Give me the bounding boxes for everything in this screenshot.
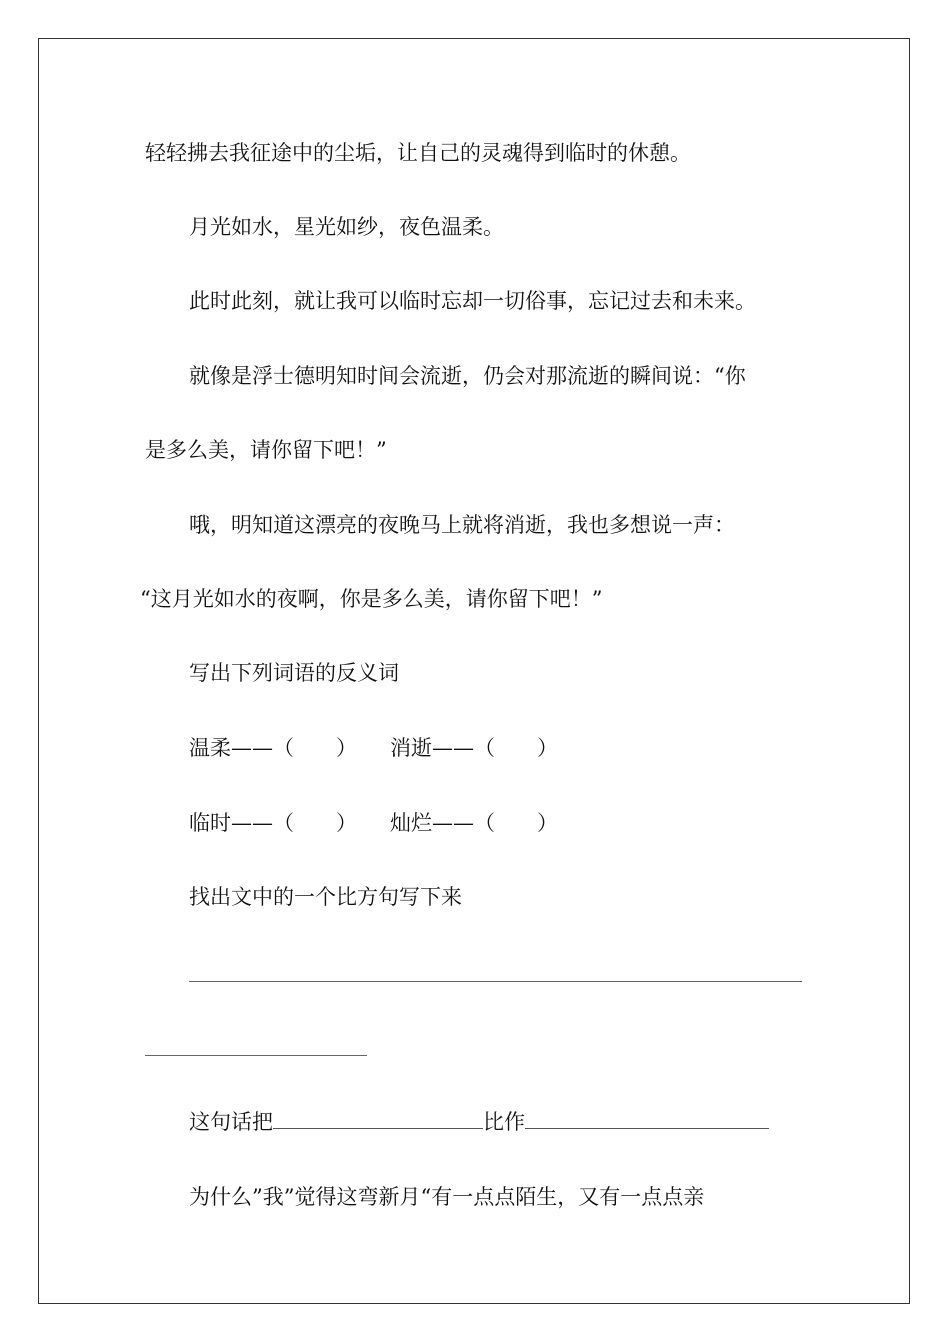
paragraph-5-continued: “这月光如水的夜啊，你是多么美，请你留下吧！” [140,587,603,611]
paragraph-4: 就像是浮士德明知时间会流逝，仍会对那流逝的瞬间说：“你 [189,364,746,388]
simile-text-part1: 这句话把 [189,1110,273,1134]
paragraph-2: 月光如水，星光如纱，夜色温柔。 [189,215,504,239]
answer-line-1[interactable] [189,981,802,982]
question-antonyms-prompt: 写出下列词语的反义词 [189,661,399,685]
question-why-prompt: 为什么”我”觉得这弯新月“有一点点陌生，又有一点点亲 [189,1185,705,1209]
antonym-item-linshi: 临时——（ ） [189,811,357,835]
paragraph-3: 此时此刻，就让我可以临时忘却一切俗事，忘记过去和未来。 [189,289,756,313]
antonym-row-2 [189,808,558,838]
paragraph-5: 哦，明知道这漂亮的夜晚马上就将消逝，我也多想说一声： [189,513,735,537]
simile-blank-1[interactable] [273,1110,483,1129]
answer-line-2[interactable] [145,1055,367,1056]
paragraph-4-continued: 是多么美，请你留下吧！” [145,438,387,462]
paragraph-1: 轻轻拂去我征途中的尘垢，让自己的灵魂得到临时的休憩。 [145,141,691,165]
question-simile-analysis [189,1107,769,1137]
simile-blank-2[interactable] [525,1110,769,1129]
antonym-row-1 [189,733,558,763]
question-simile-prompt: 找出文中的一个比方句写下来 [189,885,462,909]
antonym-item-xiaoshi: 消逝——（ ） [390,736,558,760]
antonym-item-canlan: 灿烂——（ ） [390,811,558,835]
antonym-item-wenrou: 温柔——（ ） [189,736,357,760]
simile-text-part2: 比作 [483,1110,525,1134]
